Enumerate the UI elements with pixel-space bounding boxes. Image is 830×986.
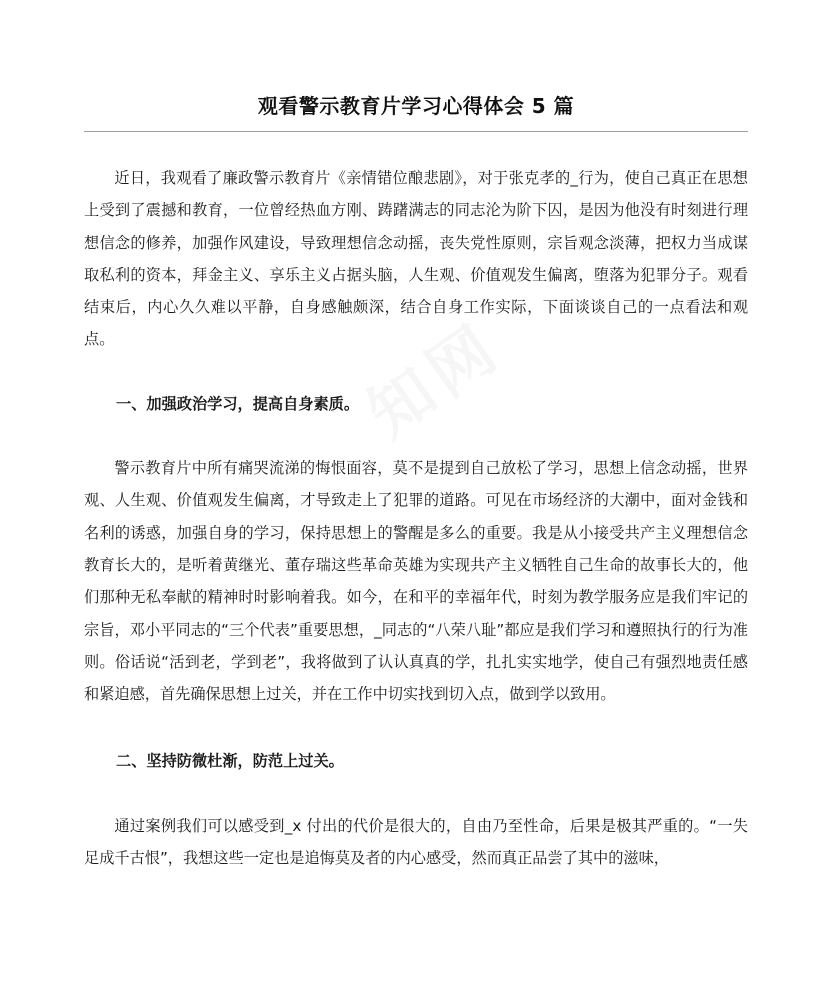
spacer [84, 778, 748, 810]
paragraph-section-2: 通过案例我们可以感受到_x 付出的代价是很大的，自由乃至性命，后果是极其严重的。“一失足成千古恨”，我想这些一定也是追悔莫及者的内心感受，然而真正品尝了其中的滋味， [84, 816, 748, 868]
spacer [84, 420, 748, 452]
spacer [84, 710, 748, 745]
title-divider [84, 131, 748, 132]
section-heading-2: 二、坚持防微杜渐，防范上过关。 [116, 752, 344, 771]
paragraph-intro: 近日，我观看了廉政警示教育片《亲情错位酿悲剧》，对于张克孝的_行为，使自己真正在思想上受到了震撼和教育，一位曾经热血方刚、踌躇满志的同志沦为阶下囚，是因为他没有时刻进行理想信念的修养，加强作风建设，导致理想信念动摇，丧失党性原则，宗旨观念淡薄，把权力当成谋取私利的资本，拜金主义、享乐主义占据头脑，人生观、价值观发生偏离，堕落为犯罪分子。观看结束后，内心久久难以平静，自身感触颇深，结合自身工作实际，下面谈谈自己的一点看法和观点。 [84, 169, 748, 349]
section-heading-1: 一、加强政治学习，提高自身素质。 [116, 394, 359, 413]
document-title: 观看警示教育片学习心得体会 5 篇 [257, 94, 575, 118]
paragraph-section-1: 警示教育片中所有痛哭流涕的悔恨面容，莫不是提到自己放松了学习，思想上信念动摇，世界观、人生观、价值观发生偏离，才导致走上了犯罪的道路。可见在市场经济的大潮中，面对金钱和名利的诱惑，加强自身的学习，保持思想上的警醒是多么的重要。我是从小接受共产主义理想信念教育长大的，是听着黄继光、董存瑞这些革命英雄为实现共产主义牺牲自己生命的故事长大的，他们那种无私奉献的精神时时影响着我。如今，在和平的幸福年代，时刻为教学服务应是我们牢记的宗旨，邓小平同志的“三个代表”重要思想，_同志的“八荣八耻”都应是我们学习和遵照执行的行为准则。俗话说“活到老，学到老”，我将做到了认认真真的学，扎扎实实地学，使自己有强烈地责任感和紧迫感，首先确保思想上过关，并在工作中切实找到切入点，做到学以致用。 [84, 459, 748, 704]
document-body [84, 162, 748, 874]
spacer [84, 356, 748, 388]
